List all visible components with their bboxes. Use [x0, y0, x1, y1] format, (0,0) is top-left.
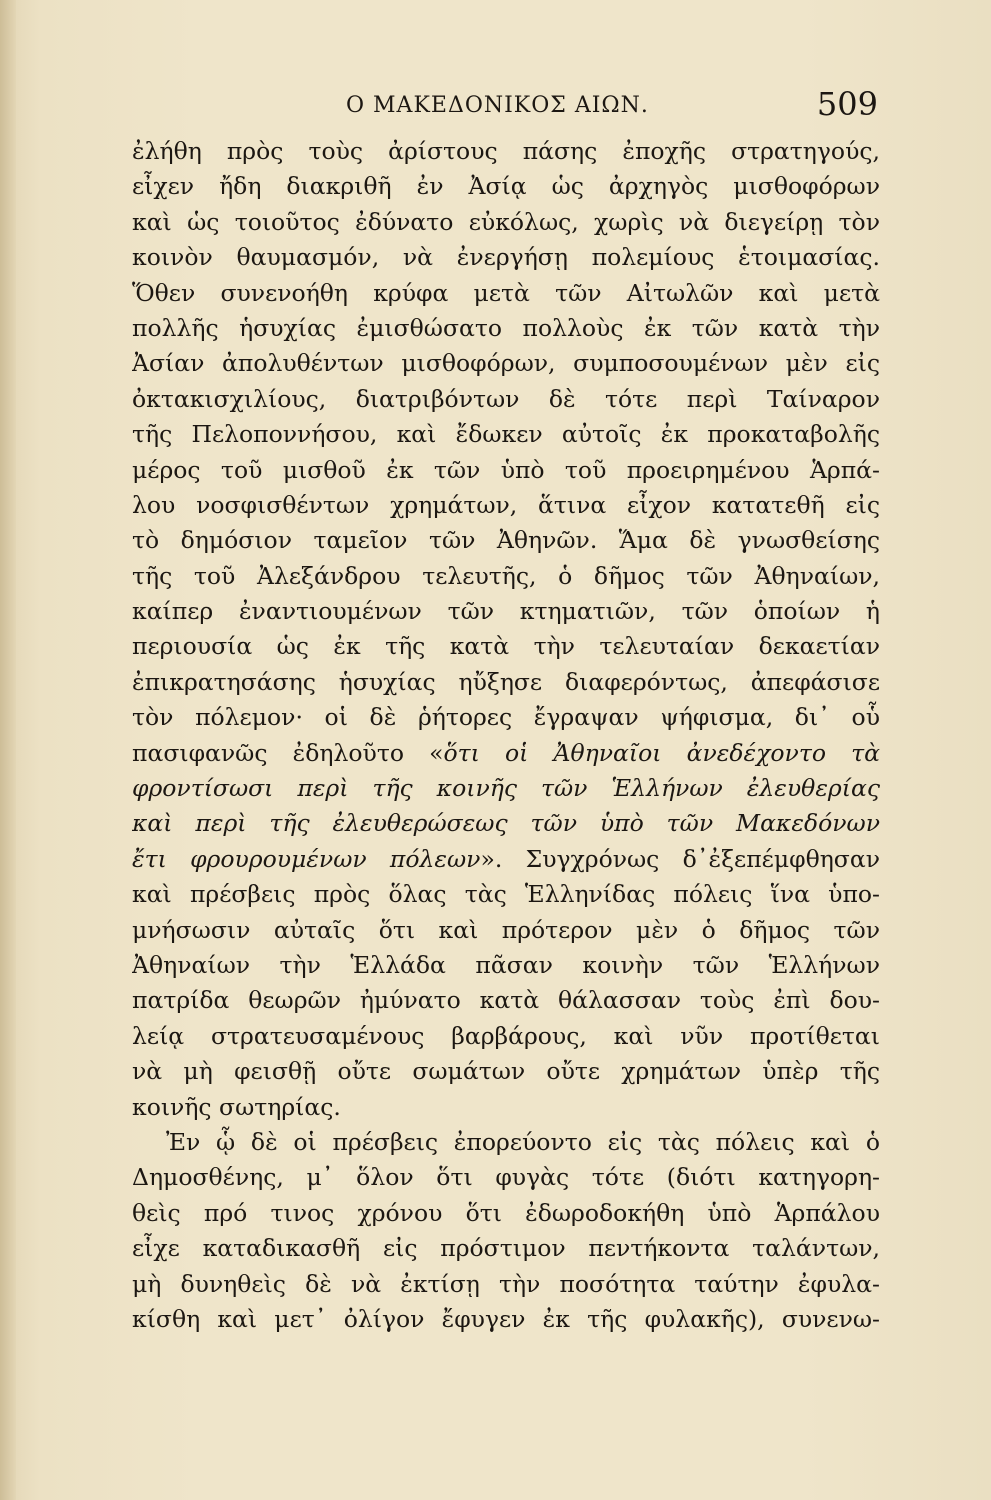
text-line	[132, 382, 880, 417]
text-segment: πολλῆς ἡσυχίας ἐμισθώσατο πολλοὺς ἐκ τῶν κατὰ τὴν	[132, 313, 880, 342]
text-segment: λου νοσφισθέντων χρημάτων, ἅτινα εἶχον κατατεθῆ εἰς	[132, 490, 880, 519]
text-line	[132, 1125, 880, 1160]
text-line	[132, 736, 880, 771]
text-segment: τῆς τοῦ Ἀλεξάνδρου τελευτῆς, ὁ δῆμος τῶν Ἀθηναίων,	[132, 561, 880, 590]
page-header	[346, 85, 878, 125]
text-line	[132, 913, 880, 948]
text-segment: μὴ δυνηθεὶς δὲ νὰ ἐκτίσῃ τὴν ποσότητα ταύτην ἐφυλα-	[132, 1269, 880, 1298]
text-line	[132, 1160, 880, 1195]
text-segment: Ὅθεν συνενοήθη κρύφα μετὰ τῶν Αἰτωλῶν καὶ μετὰ	[132, 278, 880, 307]
text-segment: Ἀθηναίων τὴν Ἑλλάδα πᾶσαν κοινὴν τῶν Ἑλλήνων	[132, 950, 880, 979]
text-segment: νὰ μὴ φεισθῇ οὔτε σωμάτων οὔτε χρημάτων ὑπὲρ τῆς	[132, 1057, 880, 1086]
text-segment: μνήσωσιν αὐταῖς ὅτι καὶ πρότερον μὲν ὁ δῆμος τῶν	[132, 915, 880, 944]
text-segment: τὸ δημόσιον ταμεῖον τῶν Ἀθηνῶν. Ἅμα δὲ γνωσθείσης	[132, 526, 880, 555]
text-line	[132, 629, 880, 664]
text-segment: ». Συγχρόνως δ᾽ἐξεπέμφθησαν	[480, 844, 880, 873]
text-segment: καίπερ ἐναντιουμένων τῶν κτηματιῶν, τῶν ὁποίων ἡ	[132, 597, 880, 626]
text-segment: εἶχεν ἤδη διακριθῆ ἐν Ἀσίᾳ ὡς ἀρχηγὸς μισθοφόρων	[132, 172, 880, 201]
text-segment: πατρίδα θεωρῶν ἠμύνατο κατὰ θάλασσαν τοὺς ἐπὶ δου-	[132, 986, 880, 1015]
text-segment: Δημοσθένης, μ᾽ ὅλον ὅτι φυγὰς τότε (διότι κατηγορη-	[132, 1163, 880, 1192]
text-line	[132, 1090, 880, 1125]
text-line	[132, 665, 880, 700]
text-line	[132, 983, 880, 1018]
text-segment: πασιφανῶς ἐδηλοῦτο «	[132, 738, 444, 767]
text-segment: περιουσία ὡς ἐκ τῆς κατὰ τὴν τελευταίαν δεκαετίαν	[132, 632, 880, 661]
text-line	[132, 1054, 880, 1089]
text-line	[132, 806, 880, 841]
text-line	[132, 134, 880, 169]
text-segment: εἶχε καταδικασθῆ εἰς πρόστιμον πεντήκοντα ταλάντων,	[132, 1234, 880, 1263]
text-segment: καὶ πρέσβεις πρὸς ὅλας τὰς Ἑλληνίδας πόλεις ἵνα ὑπο-	[132, 880, 880, 909]
italic-quote-segment: καὶ περὶ τῆς ἐλευθερώσεως τῶν ὑπὸ τῶν Μακεδόνων	[132, 809, 880, 838]
text-line	[132, 523, 880, 558]
body-text	[132, 134, 880, 1337]
text-line	[132, 594, 880, 629]
text-line	[132, 1196, 880, 1231]
text-segment: Ἐν ᾧ δὲ οἱ πρέσβεις ἐπορεύοντο εἰς τὰς πόλεις καὶ ὁ	[166, 1127, 880, 1156]
text-segment: ἐλήθη πρὸς τοὺς ἀρίστους πάσης ἐποχῆς στρατηγούς,	[132, 137, 880, 165]
text-line	[132, 346, 880, 381]
text-line	[132, 1231, 880, 1266]
text-segment: μέρος τοῦ μισθοῦ ἐκ τῶν ὑπὸ τοῦ προειρημένου Ἁρπά-	[132, 455, 880, 484]
running-title: Ο ΜΑΚΕΔΟΝΙΚΟΣ ΑΙΩΝ.	[346, 93, 649, 118]
text-segment: θεὶς πρό τινος χρόνου ὅτι ἐδωροδοκήθη ὑπὸ Ἁρπάλου	[132, 1198, 880, 1227]
page-binding-edge	[0, 0, 16, 1500]
text-segment: Ἀσίαν ἀπολυθέντων μισθοφόρων, συμποσουμένων μὲν εἰς	[132, 349, 880, 378]
text-line	[132, 771, 880, 806]
text-segment: ἐπικρατησάσης ἡσυχίας ηὔξησε διαφερόντως, ἀπεφάσισε	[132, 667, 880, 696]
text-line	[132, 453, 880, 488]
text-line	[132, 877, 880, 912]
page-number: 509	[816, 85, 878, 123]
text-line	[132, 1019, 880, 1054]
text-segment: κοινὸν θαυμασμόν, νὰ ἐνεργήσῃ πολεμίους ἑτοιμασίας.	[132, 243, 880, 272]
text-segment: κοινῆς σωτηρίας.	[132, 1092, 341, 1121]
italic-quote-segment: ὅτι οἱ Ἀθηναῖοι ἀνεδέχοντο τὰ	[443, 738, 880, 767]
text-line	[132, 559, 880, 594]
text-segment: καὶ ὡς τοιοῦτος ἐδύνατο εὐκόλως, χωρὶς νὰ διεγείρῃ τὸν	[132, 207, 880, 236]
italic-quote-segment: φροντίσωσι περὶ τῆς κοινῆς τῶν Ἑλλήνων ἐλευθερίας	[132, 774, 880, 803]
text-segment: λείᾳ στρατευσαμένους βαρβάρους, καὶ νῦν προτίθεται	[132, 1021, 880, 1050]
text-segment: κίσθη καὶ μετ᾽ ὀλίγον ἔφυγεν ἐκ τῆς φυλακῆς), συνενω-	[132, 1304, 880, 1333]
text-line	[132, 948, 880, 983]
text-line	[132, 842, 880, 877]
text-line	[132, 311, 880, 346]
text-line	[132, 1302, 880, 1337]
text-line	[132, 700, 880, 735]
text-line	[132, 169, 880, 204]
text-segment: τὸν πόλεμον· οἱ δὲ ῥήτορες ἔγραψαν ψήφισμα, δι᾽ οὗ	[132, 703, 880, 732]
text-line	[132, 488, 880, 523]
text-line	[132, 276, 880, 311]
text-line	[132, 417, 880, 452]
text-line	[132, 240, 880, 275]
text-line	[132, 1267, 880, 1302]
text-segment: τῆς Πελοποννήσου, καὶ ἔδωκεν αὐτοῖς ἐκ προκαταβολῆς	[132, 420, 880, 449]
text-line	[132, 205, 880, 240]
text-segment: ὀκτακισχιλίους, διατριβόντων δὲ τότε περὶ Ταίναρον	[132, 384, 880, 413]
italic-quote-segment: ἔτι φρουρουμένων πόλεων	[132, 844, 481, 873]
